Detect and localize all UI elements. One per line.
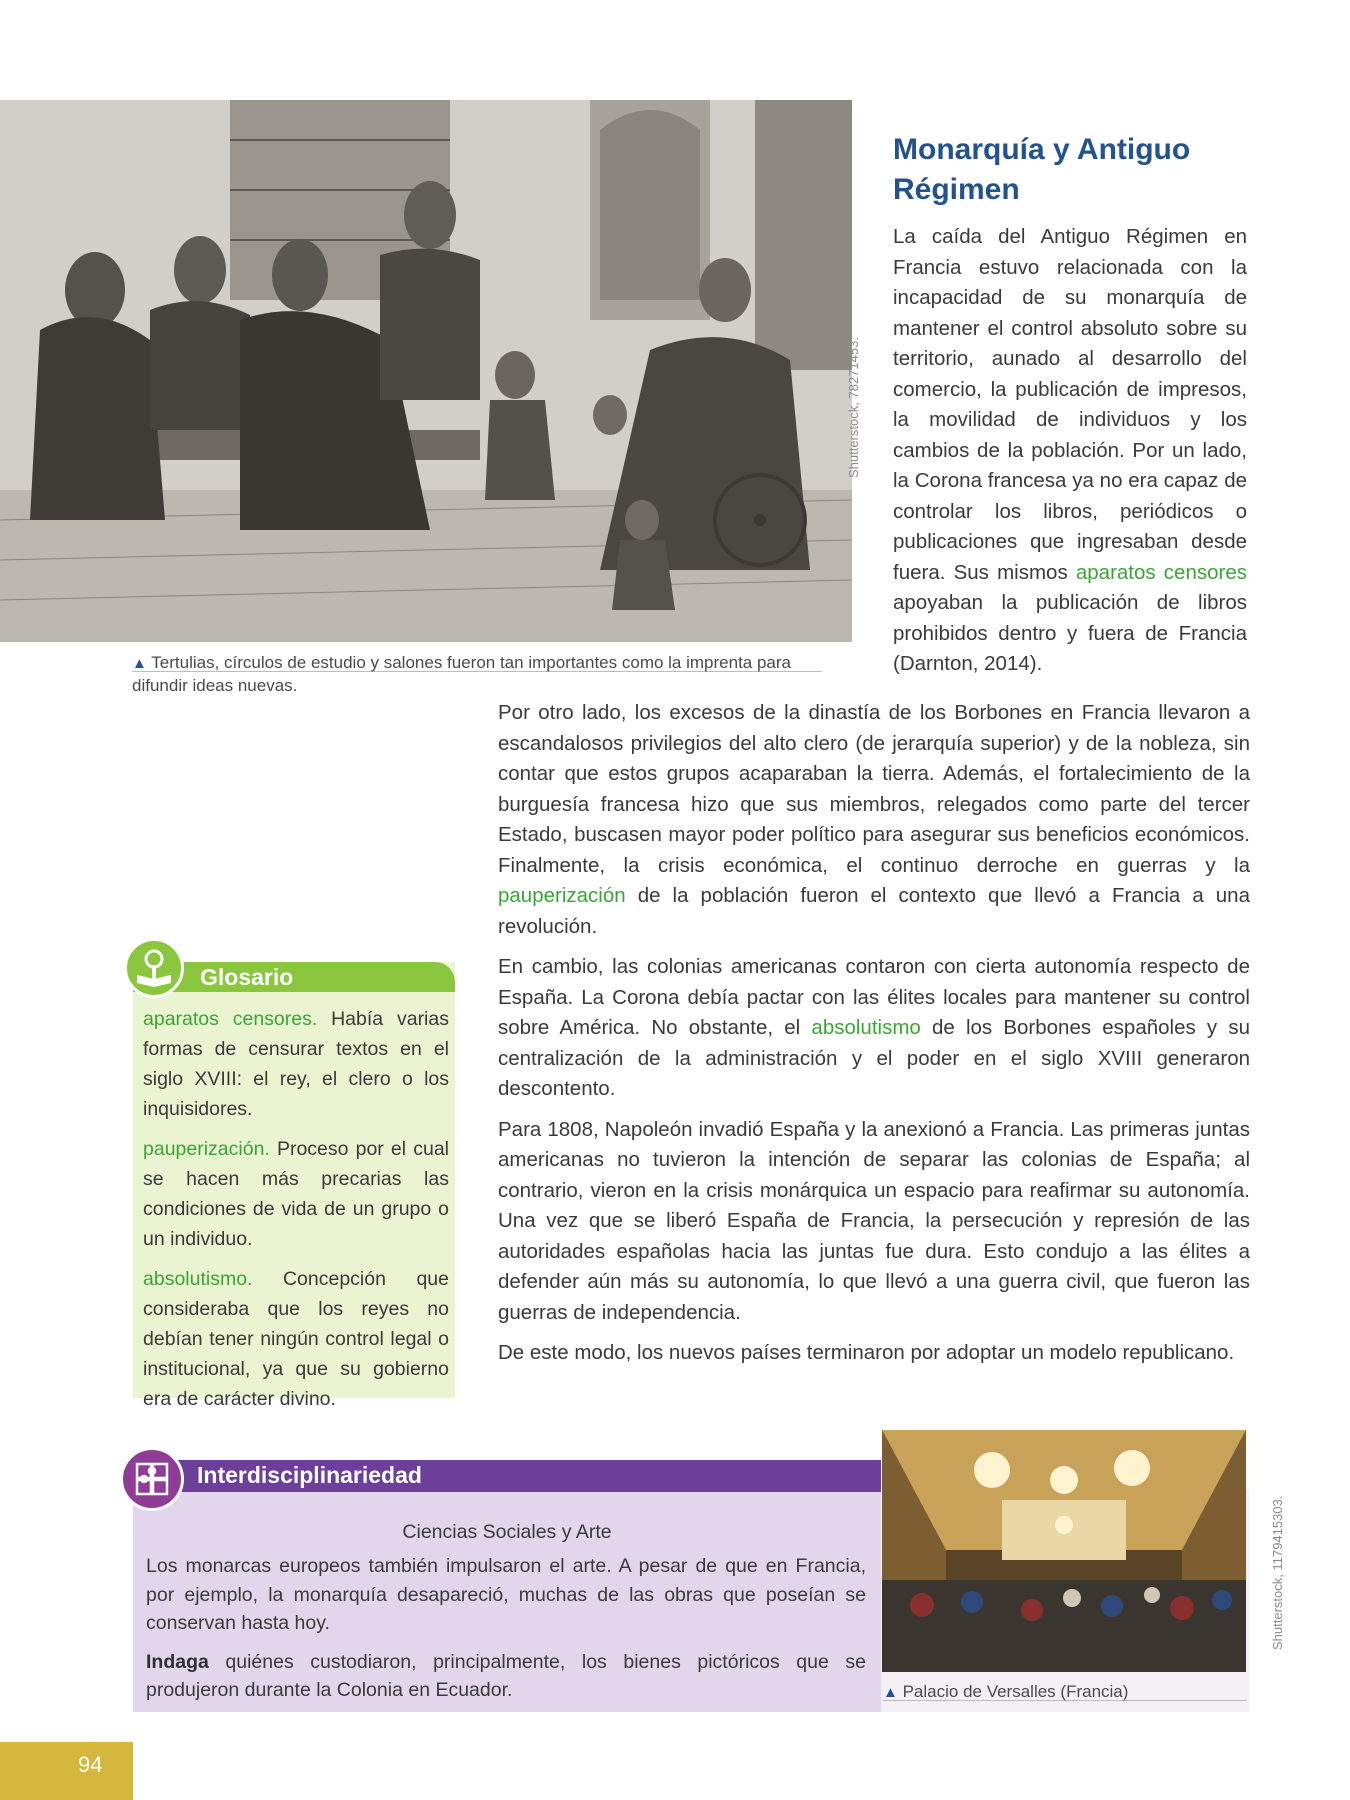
glossary-entry: aparatos censores. Había varias formas de censurar textos en el siglo XVIII: el rey, el clero o los inquisidores. bbox=[143, 1008, 449, 1120]
intro-paragraph bbox=[893, 222, 1247, 680]
body-paragraph: Para 1808, Napoleón invadió España y la anexionó a Francia. Las primeras juntas americanas no tuvieron la intención de separar las colonias de España; al contrario, vieron en la crisis monárquica un espacio para reafirmar su autonomía. Una vez que se liberó España de Francia, la persecución y represión de las autoridades españolas hacia las juntas fue dura. Esto condujo a las élites a defender aún más su autonomía, lo que llevó a una guerra civil, que fueron las guerras de independencia. bbox=[498, 1117, 1250, 1324]
interdisciplinary-text bbox=[146, 1552, 866, 1715]
puzzle-icon bbox=[120, 1447, 184, 1511]
image-caption bbox=[883, 1682, 1128, 1702]
interdisciplinary-paragraph: Los monarcas europeos también impulsaron el arte. A pesar de que en Francia, por ejemplo, la monarquía desapareció, muchas de las obras que poseían se conservan hasta hoy. bbox=[146, 1555, 866, 1634]
intro-text: La caída del Antiguo Régimen en Francia estuvo relacionada con la incapacidad de su monarquía de mantener el control absoluto sobre su territorio, aunado al desarrollo del comercio, la publicación de impresos, la movilidad de individuos y los cambios de la población. Por un lado, la Corona francesa ya no era capaz de controlar los libros, periódicos o publicaciones que ingresaban desde fuera. Sus mismos bbox=[893, 225, 1247, 584]
glossary-term-link: absolutismo bbox=[811, 1016, 921, 1039]
section-title: Monarquía y Antiguo Régimen bbox=[893, 133, 1191, 206]
image-credit: Shutterstock, 1179415303. bbox=[1270, 1495, 1285, 1650]
page-number: 94 bbox=[78, 1752, 103, 1777]
page-number-strip bbox=[0, 1742, 133, 1800]
glossary-entries bbox=[143, 1004, 449, 1424]
main-body bbox=[498, 698, 1250, 1379]
body-paragraph: En cambio, las colonias americanas contaron con cierta autonomía respecto de España. La Corona debía pactar con las élites locales para mantener su control sobre América. No obstante, el absolutismo de los Borbones españoles y su centralización de la administración y el poder en el siglo XVIII generaron descontento. bbox=[498, 955, 1250, 1100]
triangle-icon: ▲ bbox=[883, 1684, 898, 1701]
body-paragraph: De este modo, los nuevos países terminaron por adoptar un modelo republicano. bbox=[498, 1341, 1235, 1364]
interdisciplinary-paragraph: Indaga quiénes custodiaron, principalmente, los bienes pictóricos que se produjeron durante la Colonia en Ecuador. bbox=[146, 1650, 866, 1701]
caption-text: Palacio de Versalles (Francia) bbox=[902, 1682, 1129, 1701]
glossary-title: Glosario bbox=[200, 964, 294, 990]
glossary-term-link: pauperización bbox=[498, 884, 626, 907]
triangle-icon: ▲ bbox=[132, 655, 147, 672]
interdisciplinary-title: Interdisciplinariedad bbox=[197, 1462, 422, 1488]
book-key-icon bbox=[124, 938, 184, 998]
interdisciplinary-subtitle: Ciencias Sociales y Arte bbox=[402, 1521, 612, 1543]
body-paragraph: Por otro lado, los excesos de la dinastía de los Borbones en Francia llevaron a escandalosos privilegios del alto clero (de jerarquía superior) y de la nobleza, sin contar que estos grupos acaparaban la tierra. Además, el fortalecimiento de la burguesía francesa hizo que sus miembros, relegados como parte del tercer Estado, buscasen mayor poder político para asegurar sus beneficios económicos. Finalmente, la crisis económica, el continuo derroche en guerras y la pauperización de la población fueron el contexto que llevó a Francia a una revolución. bbox=[498, 701, 1250, 938]
image-caption bbox=[132, 652, 822, 697]
engraving-image bbox=[0, 100, 852, 642]
intro-text-end: apoyaban la publicación de libros prohibidos dentro y fuera de Francia (Darnton, 2014). bbox=[893, 591, 1247, 675]
glossary-entry: pauperización. Proceso por el cual se hacen más precarias las condiciones de vida de un grupo o un individuo. bbox=[143, 1138, 449, 1250]
glossary-entry: absolutismo. Concepción que consideraba que los reyes no debían tener ningún control legal o institucional, ya que su gobierno era de carácter divino. bbox=[143, 1268, 449, 1410]
versailles-photo bbox=[882, 1430, 1246, 1672]
image-credit: Shutterstock, 78271453. bbox=[846, 337, 861, 478]
caption-text: Tertulias, círculos de estudio y salones fueron tan importantes como la imprenta para difundir ideas nuevas. bbox=[132, 653, 791, 695]
glossary-term-link: aparatos censores bbox=[1075, 560, 1247, 584]
